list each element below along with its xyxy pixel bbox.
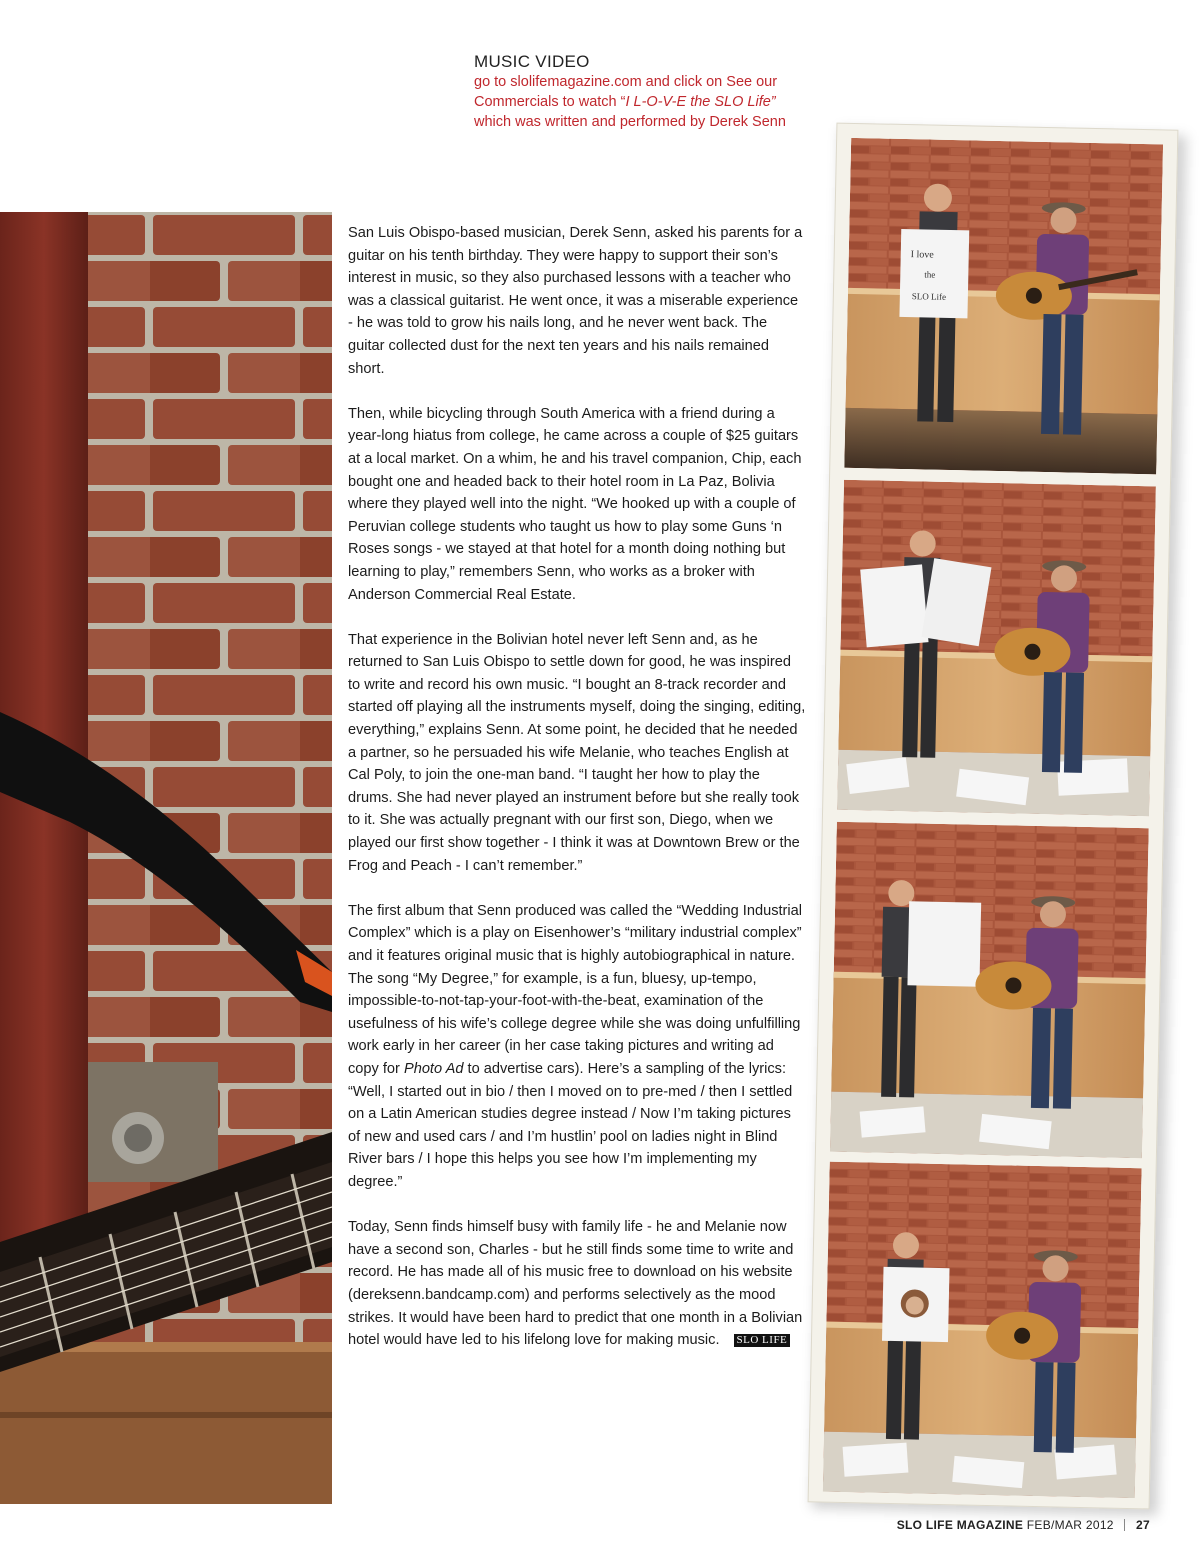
article-paragraph-1: San Luis Obispo-based musician, Derek Senn, asked his parents for a guitar on his tenth birthday. They were happy to support their son’s interest in music, so they also purchased lessons with a teacher who was a classical guitarist. He went once, it was a miserable experience - he was told to grow his nails long, and he never went back. The guitar collected dust for the next ten years and his nails remained short. — [348, 225, 803, 377]
article-paragraph-2: Then, while bicycling through South America with a friend during a year-long hiatus from college, he came across a couple of $25 guitars at a local market. On a whim, he and his travel companion, Chip, each bought one and headed back to their hotel room in La Paz, Bolivia where they played well into the night. “We hooked up with a couple of Peruvian college students who taught us how to play some Guns ‘n Roses songs - we stayed at that hotel for a month doing nothing but learning to play,” remembers Senn, who works as a broker with Anderson Commercial Real Estate. — [348, 405, 802, 603]
photo-frame-4 — [823, 1162, 1142, 1498]
photo-ad-italic: Photo Ad — [403, 1060, 464, 1077]
music-video-song-title: I L-O-V-E the SLO Life” — [625, 94, 776, 110]
slo-life-end-mark: SLO LIFE — [734, 1334, 791, 1347]
footer-divider — [1124, 1519, 1125, 1531]
issue-date: FEB/MAR 2012 — [1026, 1518, 1114, 1532]
photo-frame-1 — [844, 138, 1163, 474]
guitar-brick-wall-photo — [0, 212, 332, 1504]
music-video-instructions — [474, 72, 854, 132]
article-paragraph-4-start: The first album that Senn produced was called the “Wedding Industrial Complex” which is a play on Eisenhower’s “military industrial complex” and it features original music that is highly autobiographical in nature. The song “My Degree,” for example, is a fun, bluesy, up-tempo, impossible-to-not-tap-your-foot-with-the-beat, examination of the usefulness of his wife’s college degree while she was doing unfulfilling work early in her career (in her case taking pictures and writing ad copy for — [348, 902, 803, 1077]
photo-frame-3-image — [830, 822, 1149, 1158]
article-paragraph-5-text: Today, Senn finds himself busy with family life - he and Melanie now have a second son, Charles - but he still finds some time to write and record. He has made all of his music free to download on his website (dereksenn.bandcamp.com) and performs selectively as the mood strikes. It would have been hard to predict that one month in a Bolivian hotel would have led to his lifelong love for making music. — [348, 1219, 803, 1349]
photo-frame-2 — [837, 480, 1156, 816]
article-body — [348, 222, 806, 1352]
guitar-photo-image — [0, 212, 332, 1504]
photo-frame-3 — [830, 822, 1149, 1158]
page-number: 27 — [1136, 1518, 1150, 1532]
article-paragraph-3: That experience in the Bolivian hotel never left Senn and, as he returned to San Luis Obispo to settle down for good, he was inspired to write and record his own music. “I bought an 8-track recorder and started off playing all the instruments myself, doing the singing, editing, everything,” explains Senn. At some point, he decided that he needed a partner, so he persuaded his wife Melanie, who teaches English at Cal Poly, to join the one-man band. “I taught her how to play the drums. She had never played an instrument before but she really took to it. She was actually pregnant with our first son, Diego, when we played our first show together - I think it was at Downtown Brew or the Frog and Peach - I can’t remember.” — [348, 631, 806, 874]
article-paragraph-4-end: to advertise cars). Here’s a sampling of the lyrics: “Well, I started out in bio / then I moved on to pre-med / then I settled on a Latin American studies degree instead / Now I’m taking pictures of new and used cars / and I’m hustlin’ pool on ladies night in Blind River bars / I hope this helps you see how I’m implementing my degree.” — [348, 1060, 793, 1190]
photo-strip — [808, 123, 1179, 1510]
sign-line-1: I love — [910, 249, 934, 261]
magazine-name: SLO LIFE MAGAZINE — [896, 1518, 1024, 1532]
music-video-caption — [474, 52, 854, 132]
music-video-line-2-prefix: Commercials to watch “ — [474, 94, 626, 110]
page-footer — [880, 1518, 1150, 1532]
music-video-line-3: which was written and performed by Derek Senn — [474, 114, 786, 130]
article-paragraph-4 — [348, 900, 806, 1194]
sign-line-3: SLO Life — [911, 291, 947, 302]
music-video-title: MUSIC VIDEO — [474, 52, 590, 71]
photo-frame-1-image — [844, 138, 1163, 474]
music-video-line-1: go to slolifemagazine.com and click on See our — [474, 74, 778, 90]
photo-frame-2-image — [837, 480, 1156, 816]
sign-line-2: the — [924, 269, 936, 280]
article-paragraph-5 — [348, 1216, 806, 1352]
photo-frame-4-image — [823, 1162, 1142, 1498]
